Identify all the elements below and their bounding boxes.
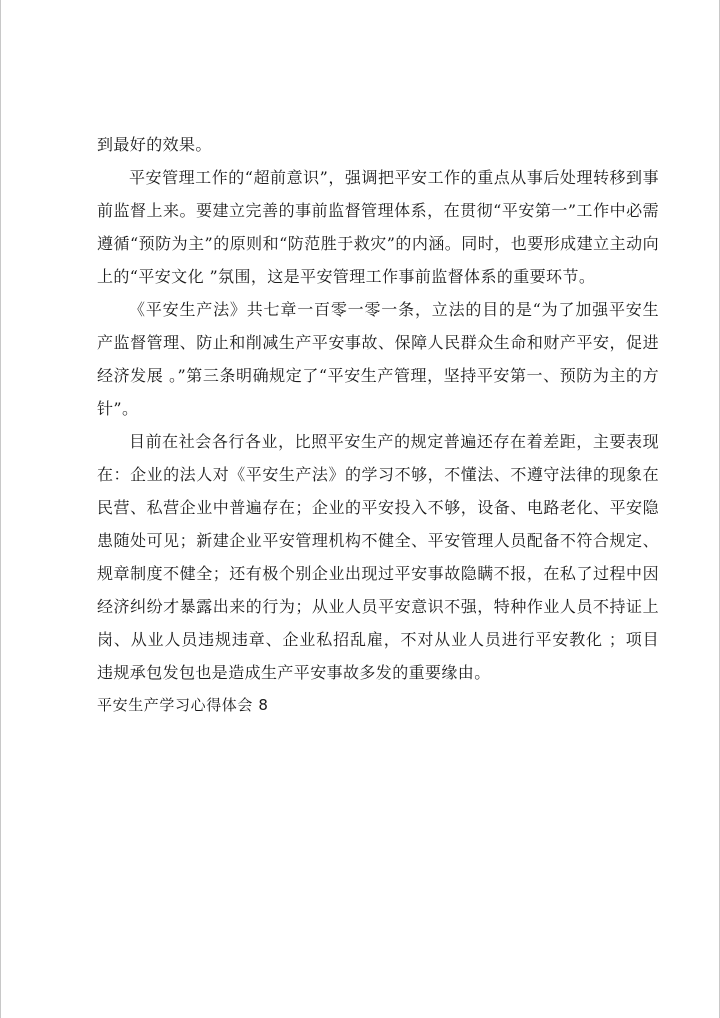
section-heading: 平安生产学习心得体会 8: [97, 696, 269, 714]
paragraph-safety-law: 《平安生产法》共七章一百零一零一条，立法的目的是“为了加强平安生产监督管理、防止和削减生产平安事故、保障人民群众生命和财产平安，促进经济发展 。”第三条明确规定了“平安生产管理，坚持平安第一、预防为主的方针”。: [97, 300, 659, 418]
paragraph-advance-awareness: 平安管理工作的“超前意识”，强调把平安工作的重点从事后处理转移到事前监督上来。要建立完善的事前监督管理体系，在贯彻“平安第一”工作中必需遵循“预防为主”的原则和“防范胜于救灾”的内涵。同时，也要形成建立主动向上的“平安文化 ”氛围，这是平安管理工作事前监督体系的重要环节。: [97, 168, 659, 286]
document-body: [97, 128, 659, 722]
paragraph-continuation: 到最好的效果。: [97, 135, 212, 154]
paragraph-current-gaps: 目前在社会各行各业，比照平安生产的规定普遍还存在着差距，主要表现在：企业的法人对《平安生产法》的学习不够，不懂法、不遵守法律的现象在民营、私营企业中普遍存在；企业的平安投入不够，设备、电路老化、平安隐患随处可见；新建企业平安管理机构不健全、平安管理人员配备不符合规定、规章制度不健全；还有极个别企业出现过平安事故隐瞒不报，在私了过程中因经济纠纷才暴露出来的行为；从业人员平安意识不强，特种作业人员不持证上岗、从业人员违规违章、企业私招乱雇，不对从业人员进行平安教化 ；项目违规承包发包也是造成生产平安事故多发的重要缘由。: [97, 432, 659, 682]
